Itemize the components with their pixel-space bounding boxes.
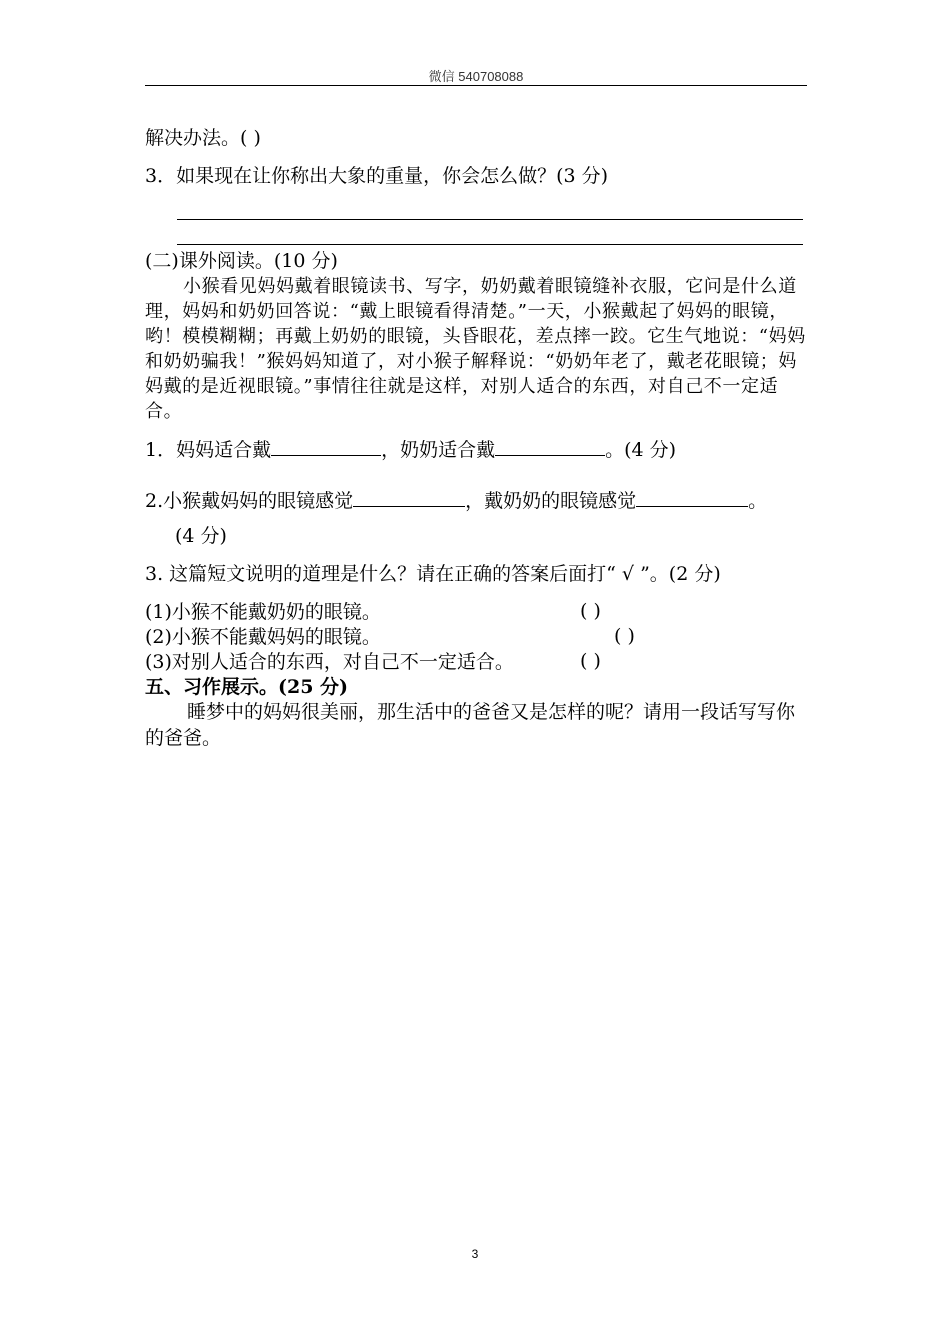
option-2-text: (2)小猴不能戴妈妈的眼镜。 xyxy=(145,626,381,648)
reading-question-3: 3. 这篇短文说明的道理是什么？请在正确的答案后面打“ √ ”。(2 分) xyxy=(145,563,721,585)
q1-blank-1[interactable] xyxy=(271,437,381,456)
q2-score: (4 分) xyxy=(175,525,227,547)
q2-part-b: ，戴奶奶的眼镜感觉 xyxy=(465,490,637,512)
reading-passage: 小猴看见妈妈戴着眼镜读书、写字，奶奶戴着眼镜缝补衣服，它问是什么道理，妈妈和奶奶回答说：“戴上眼镜看得清楚。”一天，小猴戴起了妈妈的眼镜，哟！模模糊糊；再戴上奶奶的眼镜，头昏眼花，差点摔一跤。它生气地说：“妈妈和奶奶骗我！”猴妈妈知道了，对小猴子解释说：“奶奶年老了，戴老花眼镜；妈妈戴的是近视眼镜。”事情往往就是这样，对别人适合的东西，对自己不一定适合。 xyxy=(145,276,806,422)
answer-line-1 xyxy=(177,219,803,220)
answer-line-2 xyxy=(177,244,803,245)
option-3-paren[interactable]: ( ) xyxy=(580,650,601,672)
page-header: 微信 540708088 xyxy=(428,69,524,84)
reading-question-2 xyxy=(145,488,767,513)
writing-prompt: 睡梦中的妈妈很美丽，那生活中的爸爸又是怎样的呢？请用一段话写写你的爸爸。 xyxy=(145,701,796,749)
q2-blank-1[interactable] xyxy=(353,488,465,507)
writing-heading: 五、习作展示。(25 分) xyxy=(145,676,349,698)
q1-part-a: 1．妈妈适合戴 xyxy=(145,439,272,461)
header-rule xyxy=(145,85,807,86)
q2-blank-2[interactable] xyxy=(636,488,748,507)
q2-part-a: 2.小猴戴妈妈的眼镜感觉 xyxy=(145,490,354,512)
option-3-text: (3)对别人适合的东西，对自己不一定适合。 xyxy=(145,651,514,673)
page-number: 3 xyxy=(471,1247,479,1261)
q1-part-c: 。(4 分) xyxy=(605,439,677,461)
reading-heading: (二)课外阅读。(10 分) xyxy=(145,250,338,272)
continued-line: 解决办法。( ) xyxy=(145,127,261,149)
q2-part-c: 。 xyxy=(748,490,768,512)
q1-part-b: ，奶奶适合戴 xyxy=(381,439,496,461)
option-1-paren[interactable]: ( ) xyxy=(580,600,601,622)
q1-blank-2[interactable] xyxy=(495,437,605,456)
question-3-elephant: 3．如果现在让你称出大象的重量，你会怎么做？(3 分) xyxy=(145,165,609,187)
reading-question-1 xyxy=(145,437,676,462)
option-2-paren[interactable]: ( ) xyxy=(614,625,635,647)
option-1-text: (1)小猴不能戴奶奶的眼镜。 xyxy=(145,601,381,623)
